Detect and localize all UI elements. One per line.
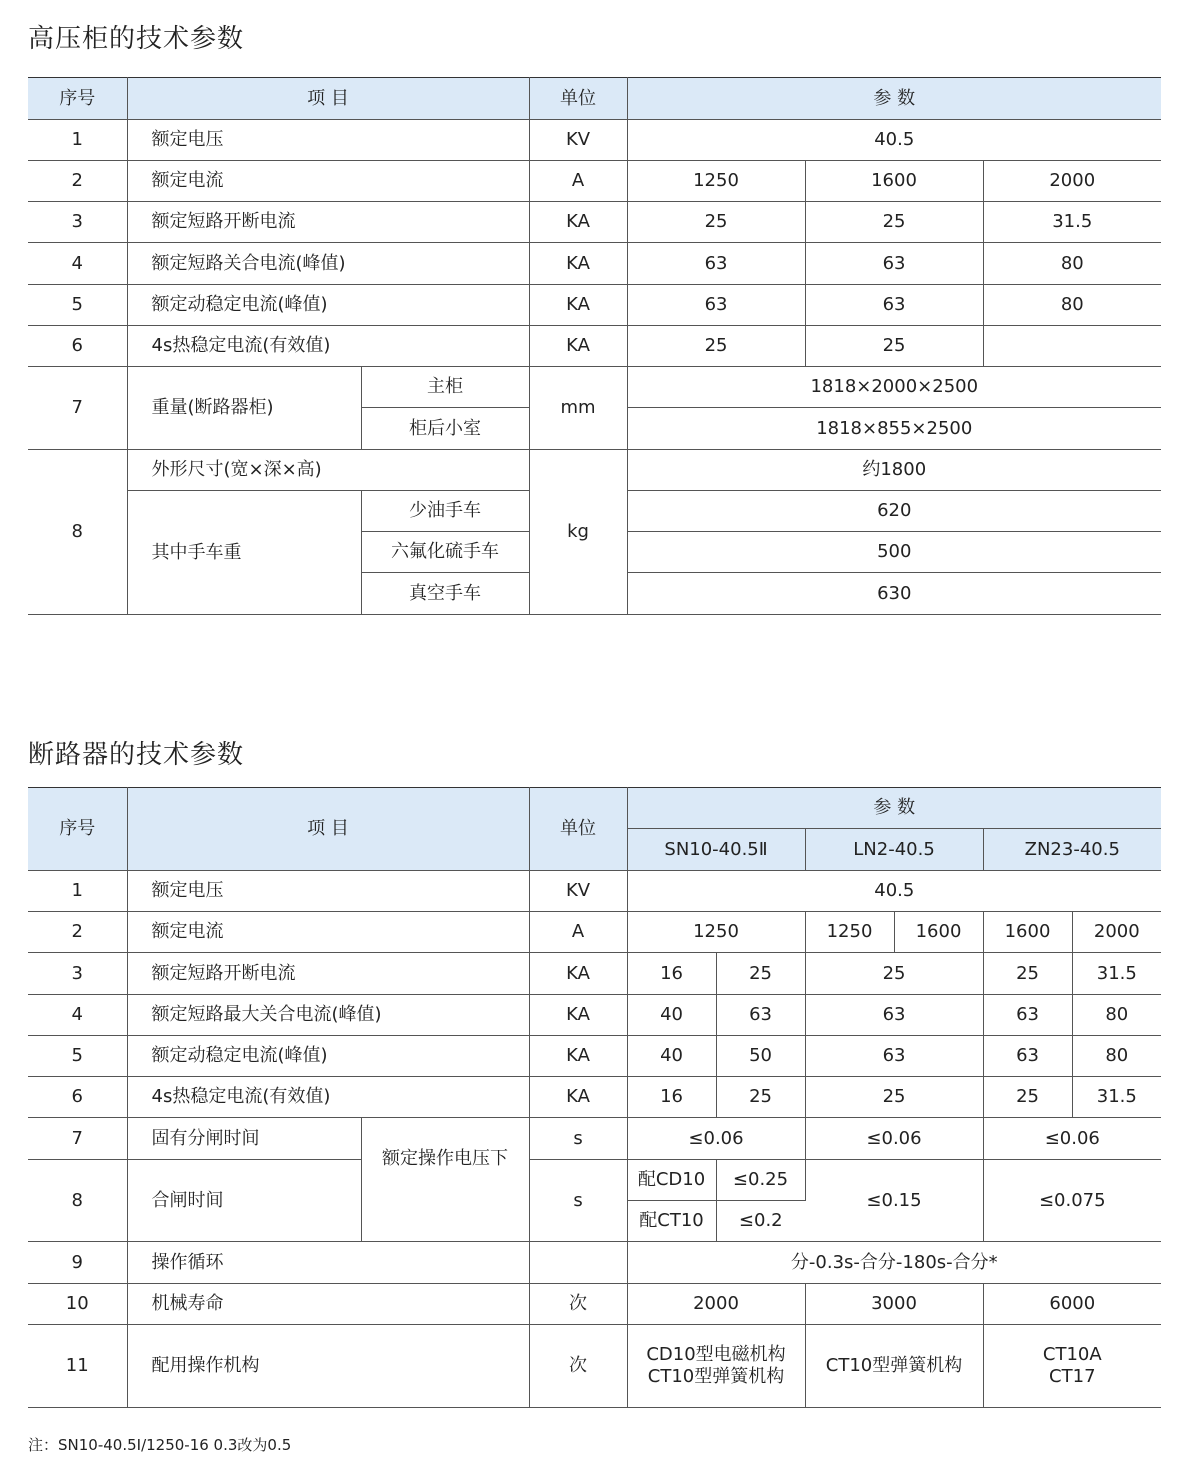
row-no: 1	[28, 871, 127, 912]
row-value: 31.5	[1072, 953, 1161, 995]
row-value: 2000	[983, 161, 1161, 202]
row-value: 63	[805, 285, 983, 326]
row-value: 1600	[894, 912, 983, 953]
row-item: 重量(断路器柜)	[127, 367, 361, 450]
table-row	[28, 326, 1161, 367]
row-value: ≤0.15	[805, 1160, 983, 1242]
table-row	[28, 953, 1161, 995]
header-model: LN2-40.5	[805, 829, 983, 871]
condition-cell: 额定操作电压下	[361, 1118, 529, 1242]
sub-item: 柜后小室	[361, 408, 529, 450]
row-value: 25	[983, 953, 1072, 995]
row-value: 80	[1072, 1036, 1161, 1077]
sub-item: 主柜	[361, 367, 529, 408]
table-row	[28, 912, 1161, 953]
header-unit: 单位	[529, 78, 627, 120]
row-value: 40	[627, 1036, 716, 1077]
row-unit: KA	[529, 202, 627, 243]
table-row	[28, 1325, 1161, 1408]
row-value: 25	[983, 1077, 1072, 1118]
row-item: 额定短路开断电流	[127, 953, 529, 995]
row-value: 40.5	[627, 871, 1161, 912]
row-no: 4	[28, 995, 127, 1036]
table-row	[28, 367, 1161, 408]
row-no: 2	[28, 912, 127, 953]
row-item: 额定电压	[127, 120, 529, 161]
row-value: 2000	[627, 1284, 805, 1325]
row-no: 8	[28, 1160, 127, 1242]
row-item: 4s热稳定电流(有效值)	[127, 326, 529, 367]
row-value: 6000	[983, 1284, 1161, 1325]
row-no: 3	[28, 202, 127, 243]
row-unit: A	[529, 912, 627, 953]
row-value: 25	[716, 953, 805, 995]
row-item: 外形尺寸(宽×深×高)	[127, 450, 529, 491]
row-value: 31.5	[1072, 1077, 1161, 1118]
sub-item: 配CT10	[627, 1201, 716, 1242]
mechanism-line: CT17	[1049, 1366, 1096, 1387]
row-unit: KA	[529, 243, 627, 285]
row-value: 1818×2000×2500	[627, 367, 1161, 408]
table-row	[28, 161, 1161, 202]
table-row	[28, 995, 1161, 1036]
row-item: 额定动稳定电流(峰值)	[127, 1036, 529, 1077]
row-unit: KA	[529, 995, 627, 1036]
row-no: 7	[28, 367, 127, 450]
row-no: 9	[28, 1242, 127, 1284]
hv-cabinet-title: 高压柜的技术参数	[28, 24, 245, 54]
hv-cabinet-table	[28, 77, 1161, 615]
row-value: 16	[627, 953, 716, 995]
row-value: 25	[627, 326, 805, 367]
row-value: ≤0.06	[805, 1118, 983, 1160]
row-value: 500	[627, 532, 1161, 573]
row-unit: KA	[529, 953, 627, 995]
row-unit: KA	[529, 285, 627, 326]
row-item: 额定电流	[127, 912, 529, 953]
row-item: 额定短路关合电流(峰值)	[127, 243, 529, 285]
row-value: 16	[627, 1077, 716, 1118]
row-value: 分-0.3s-合分-180s-合分*	[627, 1242, 1161, 1284]
row-item: 额定动稳定电流(峰值)	[127, 285, 529, 326]
sub-item: 真空手车	[361, 573, 529, 615]
row-item: 4s热稳定电流(有效值)	[127, 1077, 529, 1118]
row-unit: KA	[529, 1077, 627, 1118]
row-value: 1250	[627, 161, 805, 202]
row-value: 63	[716, 995, 805, 1036]
row-unit: 次	[529, 1325, 627, 1408]
row-value: 63	[805, 1036, 983, 1077]
row-value: 40	[627, 995, 716, 1036]
table-row	[28, 1036, 1161, 1077]
row-value: 25	[805, 1077, 983, 1118]
header-model: ZN23-40.5	[983, 829, 1161, 871]
row-value: 63	[627, 243, 805, 285]
header-unit: 单位	[529, 788, 627, 871]
row-value: 80	[983, 243, 1161, 285]
header-item: 项 目	[127, 788, 529, 871]
row-value: 1600	[983, 912, 1072, 953]
table-row	[28, 120, 1161, 161]
row-value: 63	[805, 243, 983, 285]
row-item: 操作循环	[127, 1242, 529, 1284]
row-value: 25	[627, 202, 805, 243]
row-item: 其中手车重	[127, 491, 361, 615]
header-model: SN10-40.5Ⅱ	[627, 829, 805, 871]
row-value: 31.5	[983, 202, 1161, 243]
row-item: 额定电压	[127, 871, 529, 912]
row-value: 1250	[805, 912, 894, 953]
row-unit: KA	[529, 326, 627, 367]
sub-item: 六氟化硫手车	[361, 532, 529, 573]
table-row	[28, 450, 1161, 491]
row-value: 63	[983, 1036, 1072, 1077]
row-unit: A	[529, 161, 627, 202]
mechanism-line: CD10型电磁机构	[646, 1344, 786, 1366]
row-item: 额定短路开断电流	[127, 202, 529, 243]
row-value: 2000	[1072, 912, 1161, 953]
table-row	[28, 1118, 1161, 1160]
row-value: ≤0.06	[983, 1118, 1161, 1160]
row-no: 2	[28, 161, 127, 202]
row-value: 40.5	[627, 120, 1161, 161]
breaker-title: 断路器的技术参数	[28, 740, 245, 770]
row-unit: 次	[529, 1284, 627, 1325]
table-header-row	[28, 78, 1161, 120]
row-value: 25	[805, 326, 983, 367]
row-no: 11	[28, 1325, 127, 1408]
mechanism-cell	[627, 1325, 805, 1408]
row-value: 63	[627, 285, 805, 326]
row-value: 约1800	[627, 450, 1161, 491]
row-no: 10	[28, 1284, 127, 1325]
row-unit: mm	[529, 367, 627, 450]
row-no: 7	[28, 1118, 127, 1160]
row-value: 25	[805, 953, 983, 995]
row-value: 50	[716, 1036, 805, 1077]
row-unit: KV	[529, 871, 627, 912]
table-row	[28, 1160, 1161, 1201]
sub-item: 少油手车	[361, 491, 529, 532]
row-no: 5	[28, 1036, 127, 1077]
row-value: 1818×855×2500	[627, 408, 1161, 450]
row-unit: KA	[529, 1036, 627, 1077]
breaker-table	[28, 787, 1161, 1408]
table-row	[28, 1077, 1161, 1118]
table-row	[28, 871, 1161, 912]
mechanism-line: CT10型弹簧机构	[647, 1366, 785, 1387]
header-item: 项 目	[127, 78, 529, 120]
row-value: 620	[627, 491, 1161, 532]
row-value: 63	[805, 995, 983, 1036]
row-item: 配用操作机构	[127, 1325, 529, 1408]
row-value: 80	[1072, 995, 1161, 1036]
footnote: 注：SN10-40.5I/1250-16 0.3改为0.5	[28, 1436, 292, 1454]
table-row	[28, 1242, 1161, 1284]
table-row	[28, 1284, 1161, 1325]
row-item: 额定电流	[127, 161, 529, 202]
row-no: 3	[28, 953, 127, 995]
row-no: 5	[28, 285, 127, 326]
row-item: 额定短路最大关合电流(峰值)	[127, 995, 529, 1036]
row-no: 6	[28, 326, 127, 367]
table-row	[28, 285, 1161, 326]
row-value: 25	[805, 202, 983, 243]
row-value: ≤0.06	[627, 1118, 805, 1160]
row-item: 机械寿命	[127, 1284, 529, 1325]
row-value: 1250	[627, 912, 805, 953]
table-header-row	[28, 788, 1161, 829]
row-value: ≤0.075	[983, 1160, 1161, 1242]
row-value: 3000	[805, 1284, 983, 1325]
mechanism-cell: CT10型弹簧机构	[805, 1325, 983, 1408]
row-value: 25	[716, 1077, 805, 1118]
header-no: 序号	[28, 788, 127, 871]
header-params: 参 数	[627, 78, 1161, 120]
row-no: 8	[28, 450, 127, 615]
row-unit: s	[529, 1160, 627, 1242]
row-value: ≤0.25	[716, 1160, 805, 1201]
row-value	[983, 326, 1161, 367]
row-unit: kg	[529, 450, 627, 615]
row-no: 4	[28, 243, 127, 285]
row-value: 630	[627, 573, 1161, 615]
row-value: ≤0.2	[716, 1201, 805, 1242]
row-unit	[529, 1242, 627, 1284]
row-value: 80	[983, 285, 1161, 326]
row-unit: KV	[529, 120, 627, 161]
row-item: 合闸时间	[127, 1160, 361, 1242]
sub-item: 配CD10	[627, 1160, 716, 1201]
table-row	[28, 243, 1161, 285]
row-value: 63	[983, 995, 1072, 1036]
row-no: 1	[28, 120, 127, 161]
row-value: 1600	[805, 161, 983, 202]
row-item: 固有分闸时间	[127, 1118, 361, 1160]
row-unit: s	[529, 1118, 627, 1160]
row-no: 6	[28, 1077, 127, 1118]
mechanism-cell	[983, 1325, 1161, 1408]
mechanism-line: CT10A	[1042, 1344, 1102, 1366]
table-row	[28, 202, 1161, 243]
header-no: 序号	[28, 78, 127, 120]
header-params: 参 数	[627, 788, 1161, 829]
